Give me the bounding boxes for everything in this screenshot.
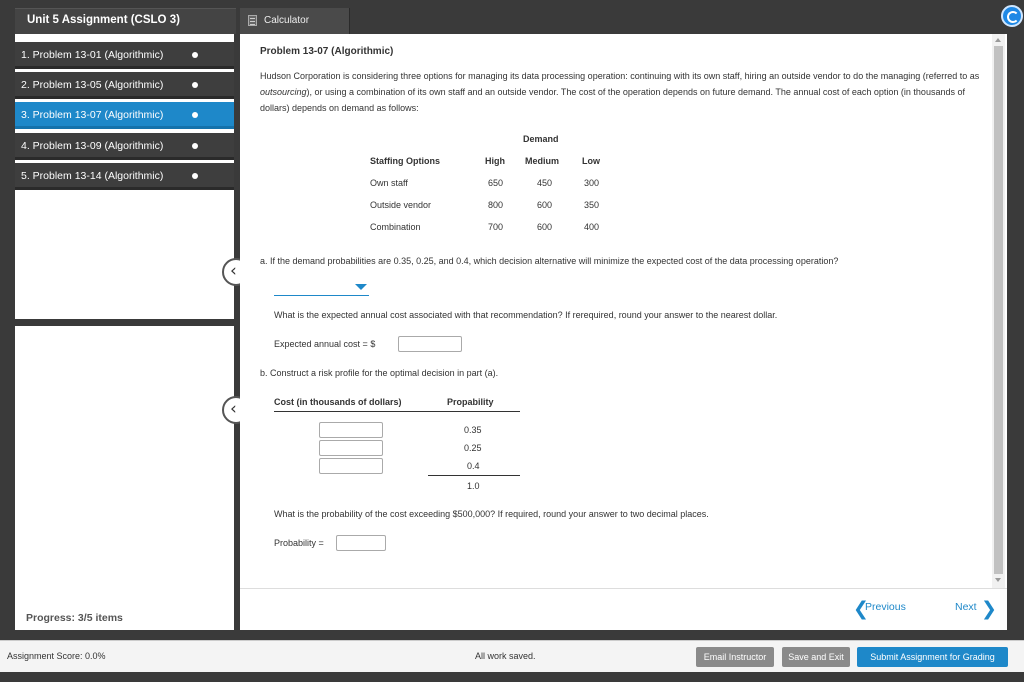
risk-probability: 0.35 xyxy=(464,425,482,435)
table-cell: 600 xyxy=(537,200,553,210)
sidebar-item-problem-1[interactable] xyxy=(15,42,236,69)
probability-label: Probability = xyxy=(274,538,324,548)
chevron-right-icon: ❯ xyxy=(981,598,997,620)
risk-cost-input-1[interactable] xyxy=(319,422,383,438)
progress-text: Progress: 3/5 items xyxy=(26,612,123,624)
probability-question: What is the probability of the cost exceeding $500,000? If required, round your answer to two decimal places. xyxy=(274,509,709,519)
next-label: Next xyxy=(955,601,977,613)
assignment-score: Assignment Score: 0.0% xyxy=(7,651,106,661)
risk-header-rule xyxy=(274,411,520,412)
sidebar-divider xyxy=(15,319,236,326)
sidebar-item-label: 2. Problem 13-05 (Algorithmic) xyxy=(21,79,164,91)
table-cell: 350 xyxy=(584,200,600,210)
table-cell: Combination xyxy=(370,222,421,232)
risk-probability-total: 1.0 xyxy=(467,481,480,491)
sidebar-item-problem-4[interactable] xyxy=(15,133,236,160)
table-cell: Outside vendor xyxy=(370,200,432,210)
assignment-title: Unit 5 Assignment (CSLO 3) xyxy=(27,14,180,26)
risk-header-cost: Cost (in thousands of dollars) xyxy=(274,397,402,407)
top-bar xyxy=(350,8,1000,34)
refresh-icon[interactable] xyxy=(1001,5,1023,27)
table-header: Low xyxy=(582,156,600,166)
scroll-down-icon[interactable] xyxy=(995,578,1001,582)
footer xyxy=(0,640,1024,672)
sidebar-item-label: 1. Problem 13-01 (Algorithmic) xyxy=(21,49,164,61)
status-dot-icon xyxy=(192,143,198,149)
problem-intro xyxy=(260,68,985,116)
part-a-question: a. If the demand probabilities are 0.35, 0.25, and 0.4, which decision alternative will minimize the expected cost of the data processing operation? xyxy=(260,256,839,266)
sidebar-item-problem-5[interactable] xyxy=(15,163,236,190)
calculator-button[interactable] xyxy=(240,8,350,34)
table-cell: 400 xyxy=(584,222,600,232)
scrollbar-thumb[interactable] xyxy=(994,46,1003,574)
assignment-header xyxy=(15,8,236,34)
problem-title: Problem 13-07 (Algorithmic) xyxy=(260,46,394,57)
expected-cost-label: Expected annual cost = $ xyxy=(274,339,376,349)
risk-probability: 0.25 xyxy=(464,443,482,453)
risk-probability: 0.4 xyxy=(467,461,480,471)
risk-total-rule xyxy=(428,475,520,476)
content-scrollbar[interactable] xyxy=(992,34,1005,588)
expected-cost-input[interactable] xyxy=(398,336,462,352)
scroll-up-icon[interactable] xyxy=(995,38,1001,42)
chevron-left-icon: ❮ xyxy=(853,598,869,620)
status-dot-icon xyxy=(192,52,198,58)
intro-text: ), or using a combination of its own staff and an outside vendor. The cost of the operation depends on future demand. The annual cost of each option (in thousands of dollars) depends on demand as follows: xyxy=(260,87,965,113)
calculator-icon xyxy=(248,15,257,26)
intro-emphasis: outsourcing xyxy=(260,87,307,97)
sidebar-item-label: 3. Problem 13-07 (Algorithmic) xyxy=(21,109,164,121)
previous-button[interactable] xyxy=(853,598,906,620)
problem-sidebar xyxy=(15,34,236,630)
submit-assignment-button[interactable]: Submit Assignment for Grading xyxy=(857,647,1008,667)
save-and-exit-button[interactable]: Save and Exit xyxy=(782,647,850,667)
table-cell: 700 xyxy=(488,222,504,232)
table-cell: 800 xyxy=(488,200,504,210)
status-dot-icon xyxy=(192,112,198,118)
table-header: Staffing Options xyxy=(370,156,440,166)
part-a-followup: What is the expected annual cost associated with that recommendation? If rerequired, round your answer to the nearest dollar. xyxy=(274,310,778,320)
table-cell: 300 xyxy=(584,178,600,188)
chevron-down-icon xyxy=(355,284,367,290)
chevron-left-icon: ‹ xyxy=(230,261,237,281)
sidebar-item-problem-3[interactable] xyxy=(15,102,236,129)
risk-cost-input-3[interactable] xyxy=(319,458,383,474)
next-button[interactable] xyxy=(955,598,997,620)
table-cell: Own staff xyxy=(370,178,408,188)
table-cell: 650 xyxy=(488,178,504,188)
table-group-header: Demand xyxy=(523,134,559,144)
table-header: Medium xyxy=(525,156,560,166)
table-header: High xyxy=(485,156,505,166)
sidebar-item-problem-2[interactable] xyxy=(15,72,236,99)
email-instructor-button[interactable]: Email Instructor xyxy=(696,647,774,667)
decision-alternative-select[interactable] xyxy=(274,276,369,296)
save-status: All work saved. xyxy=(475,651,536,661)
status-dot-icon xyxy=(192,82,198,88)
part-b-question: b. Construct a risk profile for the optimal decision in part (a). xyxy=(260,368,499,378)
problem-nav xyxy=(240,588,1007,630)
problem-content xyxy=(240,34,1007,588)
chevron-left-icon: ‹ xyxy=(230,399,237,419)
sidebar-item-label: 5. Problem 13-14 (Algorithmic) xyxy=(21,170,164,182)
status-dot-icon xyxy=(192,173,198,179)
table-cell: 450 xyxy=(537,178,553,188)
sidebar-item-label: 4. Problem 13-09 (Algorithmic) xyxy=(21,140,164,152)
calculator-label: Calculator xyxy=(264,15,310,26)
risk-header-probability: Propability xyxy=(447,397,494,407)
probability-input[interactable] xyxy=(336,535,386,551)
intro-text: Hudson Corporation is considering three options for managing its data processing operation: continuing with its own staff, hiring an outside vendor to do the managing (referred to as xyxy=(260,71,980,81)
risk-cost-input-2[interactable] xyxy=(319,440,383,456)
previous-label: Previous xyxy=(865,601,906,613)
table-cell: 600 xyxy=(537,222,553,232)
